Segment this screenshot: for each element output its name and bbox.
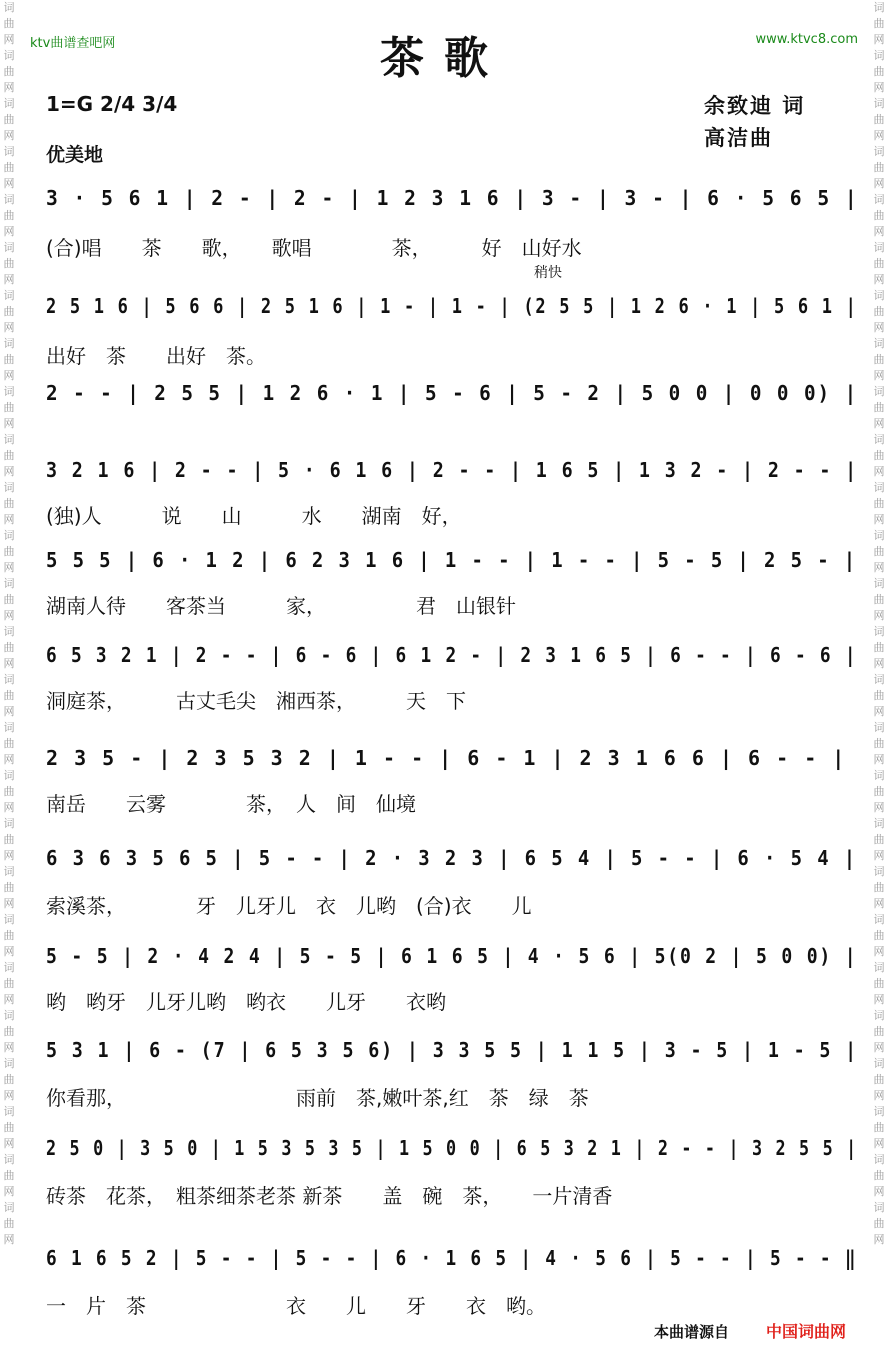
notation-line-4: 3 2 1 6 | 2 - - | 5 · 6 1 6 | 2 - - | 1 6 5 | 1 3 2 - | 2 - - | bbox=[46, 458, 859, 482]
lyric-line-4: (独)人 说 山 水 湖南 好， bbox=[46, 504, 462, 528]
site-watermark-right: www.ktvc8.com bbox=[755, 32, 858, 47]
lyricist-credit: 余致迪 词 bbox=[704, 94, 806, 118]
notation-line-2: 2 5 1 6 | 5 6 6 | 2 5 1 6 | 1 - | 1 - | (2 5 5 | 1 2 6 · 1 | 5 6 1 | bbox=[46, 294, 858, 318]
lyric-line-5: 湖南人待 客茶当 家， 君 山银针 bbox=[46, 594, 516, 618]
notation-line-5: 5 5 5 | 6 · 1 2 | 6 2 3 1 6 | 1 - - | 1 - - | 5 - 5 | 2 5 - | bbox=[46, 548, 858, 572]
edge-watermark-left: 词曲网词曲网词曲网词曲网词曲网词曲网词曲网词曲网词曲网词曲网词曲网词曲网词曲网词曲网词曲网词曲网词曲网词曲网词曲网词曲网词曲网词曲网词曲网词曲网词曲网词曲网 bbox=[3, 1, 15, 1246]
notation-line-7: 2 3 5 - | 2 3 5 3 2 | 1 - - | 6 - 1 | 2 3 1 6 6 | 6 - - | bbox=[46, 746, 847, 770]
source-note: 本曲谱源自 bbox=[654, 1323, 730, 1341]
notation-line-9: 5 - 5 | 2 · 4 2 4 | 5 - 5 | 6 1 6 5 | 4 · 5 6 | 5(0 2 | 5 0 0) | bbox=[46, 944, 858, 968]
lyric-line-8: 索溪茶， 牙 儿牙儿 衣 儿哟 (合)衣 儿 bbox=[46, 894, 532, 918]
key-time-signature: 1=G 2/4 3/4 bbox=[46, 92, 178, 116]
notation-line-12: 6 1 6 5 2 | 5 - - | 5 - - | 6 · 1 6 5 | 4 · 5 6 | 5 - - | 5 - - ‖ bbox=[46, 1246, 858, 1270]
site-watermark-left: ktv曲谱查吧网 bbox=[30, 36, 116, 51]
notation-line-1: 3 · 5 6 1 | 2 - | 2 - | 1 2 3 1 6 | 3 - | 3 - | 6 · 5 6 5 | bbox=[46, 186, 859, 210]
lyric-line-9: 哟 哟牙 儿牙儿哟 哟衣 儿牙 衣哟 bbox=[46, 990, 446, 1014]
notation-line-8: 6 3 6 3 5 6 5 | 5 - - | 2 · 3 2 3 | 6 5 4 | 5 - - | 6 · 5 4 | bbox=[46, 846, 858, 870]
notation-line-11: 2 5 0 | 3 5 0 | 1 5 3 5 3 5 | 1 5 0 0 | 6 5 3 2 1 | 2 - - | 3 2 5 5 | bbox=[46, 1136, 858, 1160]
lyric-line-10: 你看那， 雨前 茶,嫩叶茶,红 茶 绿 茶 bbox=[46, 1086, 589, 1110]
song-title: 茶歌 bbox=[380, 33, 508, 84]
lyric-line-11: 砖茶 花茶， 粗茶细茶老茶 新茶 盖 碗 茶， 一片清香 bbox=[46, 1184, 613, 1208]
lyric-line-6: 洞庭茶， 古丈毛尖 湘西茶， 天 下 bbox=[46, 689, 466, 713]
lyric-line-2: 出好 茶 出好 茶。 bbox=[46, 344, 266, 368]
notation-line-3: 2 - - | 2 5 5 | 1 2 6 · 1 | 5 - 6 | 5 - 2 | 5 0 0 | 0 0 0) | bbox=[46, 381, 859, 405]
edge-watermark-right: 词曲网词曲网词曲网词曲网词曲网词曲网词曲网词曲网词曲网词曲网词曲网词曲网词曲网词曲网词曲网词曲网词曲网词曲网词曲网词曲网词曲网词曲网词曲网词曲网词曲网词曲网 bbox=[873, 1, 885, 1246]
notation-line-6: 6 5 3 2 1 | 2 - - | 6 - 6 | 6 1 2 - | 2 3 1 6 5 | 6 - - | 6 - 6 | bbox=[46, 643, 858, 667]
composer-credit: 高洁曲 bbox=[704, 126, 773, 150]
tempo-marking: 优美地 bbox=[46, 144, 104, 166]
lyric-line-1: (合)唱 茶 歌， 歌唱 茶， 好 山好水 bbox=[46, 236, 582, 260]
brand-name: 中国词曲网 bbox=[766, 1322, 847, 1341]
tempo-change-annotation: 稍快 bbox=[534, 265, 562, 281]
notation-line-10: 5 3 1 | 6 - (7 | 6 5 3 5 6) | 3 3 5 5 | 1 1 5 | 3 - 5 | 1 - 5 | bbox=[46, 1038, 859, 1062]
lyric-line-7: 南岳 云雾 茶， 人 间 仙境 bbox=[46, 792, 416, 816]
lyric-line-12: 一 片 茶 衣 儿 牙 衣 哟。 bbox=[46, 1294, 546, 1318]
